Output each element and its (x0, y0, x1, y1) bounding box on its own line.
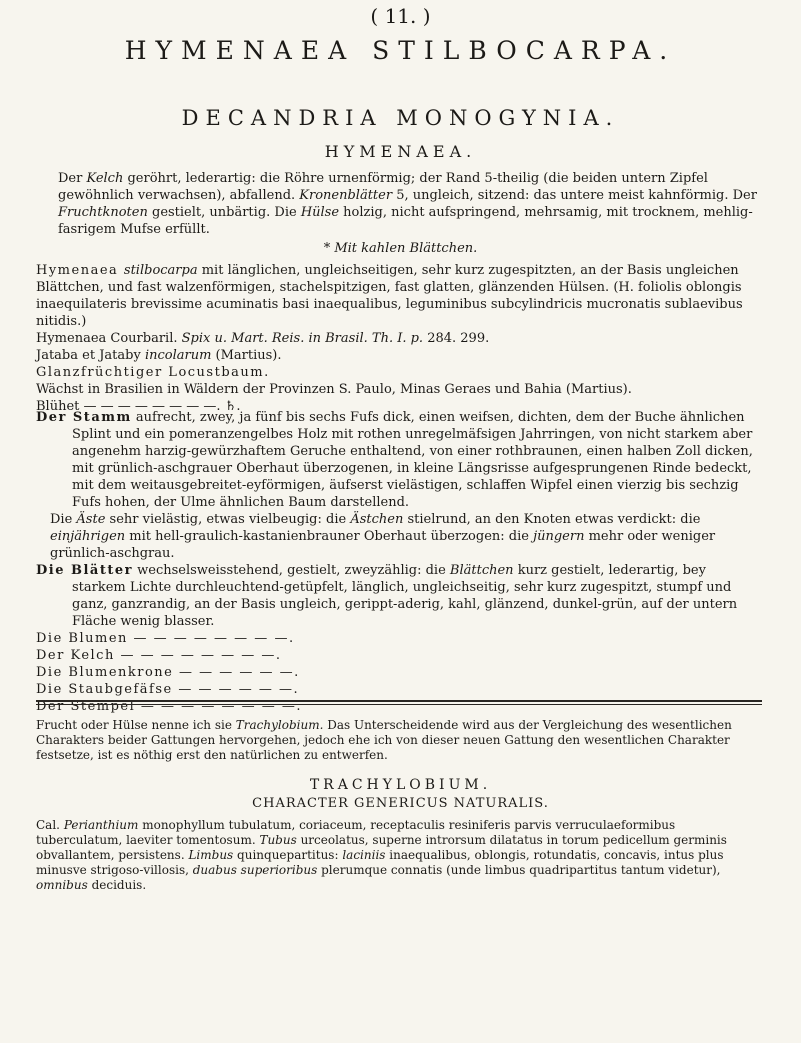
stamm-paragraph (36, 409, 761, 511)
genus-heading: HYMENAEA. (324, 142, 477, 161)
term-duabus: duabus superioribus (192, 863, 318, 877)
text-run: plerumque connatis (unde limbus quadripartitus tantum videtur), (317, 863, 721, 877)
text-run: Der (58, 171, 87, 186)
text-run: Jataba et Jataby (36, 348, 145, 363)
text-run: wechselsweisstehend, gestielt, zweyzählig: die (133, 563, 450, 578)
term-limbus: Limbus (188, 848, 234, 862)
term-aestchen: Ästchen (350, 512, 404, 527)
text-run: Die (50, 512, 77, 527)
linnaean-class: DECANDRIA MONOGYNIA. (181, 106, 620, 130)
text-run: quinquepartitus: (233, 848, 343, 862)
text-run: (Martius). (211, 348, 282, 363)
text-italic: incolarum (144, 348, 212, 363)
term-aeste: Äste (76, 512, 106, 527)
term-blaettchen: Blättchen (449, 563, 514, 578)
term-omnibus: omnibus (36, 878, 88, 892)
term-perianthium: Perianthium (63, 818, 139, 832)
description-block (0, 409, 801, 715)
term-einjaehrig: einjährigen (50, 529, 126, 544)
latin-paragraph (36, 818, 761, 893)
text-run: monophyllum tubulatum, coriaceum, receptaculis resiniferis parvis verruculaeformibus tuberculatum, laeviter tomentosum. (36, 818, 676, 847)
term-laciniis: laciniis (342, 848, 386, 862)
page-number: ( 11. ) (370, 4, 431, 28)
flowering-line: Blühet — — — — — — — —. ♄. (36, 399, 241, 414)
habitat-line: Wächst in Brasilien in Wäldern der Provinzen S. Paulo, Minas Geraes und Bahia (Martius). (36, 382, 632, 397)
genus-description (0, 170, 801, 257)
species-group-heading (0, 240, 801, 257)
species-genus-name: Hymenaea (36, 263, 124, 278)
text-run: 5, ungleich, sitzend: das untere meist kahnförmig. Der (392, 188, 757, 203)
species-diagnosis (0, 262, 801, 330)
divider-rule-bottom (36, 704, 762, 705)
text-run: mit länglichen, ungleichseitigen, sehr kurz zugespitzten, an der Basis ungleichen Blättchen, und fast walzenförmigen, stachelspitzigen, fast glatten, glänzenden Hülsen. (H. foliolis oblongis inaequilateris brevissime acuminatis basi inaequalibus, leguminibus subcylindricis mucronatis sublaevibus nitidis.) (36, 263, 743, 329)
text-run: geröhrt, lederartig: die Röhre urnenförmig; der Rand 5-theilig (die beiden untern Zipfel gewöhnlich verwachsen), abfallend. (58, 171, 708, 203)
text-run: aufrecht, zwey, ja fünf bis sechs Fufs dick, einen weifsen, dichten, dem der Buche ähnlichen Splint und ein pomeranzengelbes Holz mit rothen unregelmäfsigen Jahrringen, von nicht starkem aber angenehm harzig-gewürzhaftem Geruche enthaltend, von einer rothbraunen, einen halben Zoll dicken, mit grünlich-aschgrauer Oberhaut überzogenen, in kleine Längsrisse aufgesprungenen Rinde bedeckt, mit dem weitausgebreitet-eyförmigen, äufserst vielästigen, schlaffen Wipfel einen vierzig bis sechzig Fufs hohen, der Ulme ähnlichen Baum darstellend. (72, 410, 753, 510)
blumenkrone-line: Die Blumenkrone — — — — — —. (36, 665, 300, 680)
page-title: HYMENAEA STILBOCARPA. (124, 36, 677, 65)
species-epithet: stilbocarpa (123, 263, 198, 278)
trachylobium-heading: TRACHYLOBIUM. (309, 777, 492, 793)
stempel-line: Der Stempel — — — — — — — —. (36, 699, 302, 714)
label-blaetter: Die Blätter (36, 563, 133, 578)
term-tubus: Tubus (259, 833, 297, 847)
kelch-line: Der Kelch — — — — — — — —. (36, 648, 282, 663)
text-run: inaequalibus, oblongis, rotundatis, concavis, intus plus minusve strigoso-villosis, (36, 848, 724, 877)
footnote-block (0, 718, 801, 763)
text-run: stielrund, an den Knoten etwas verdickt: die (403, 512, 701, 527)
character-heading: CHARACTER GENERICUS NATURALIS. (252, 796, 549, 811)
text-run: Frucht oder Hülse nenne ich sie (36, 718, 236, 732)
text-run: Cal. (36, 818, 64, 832)
aeste-paragraph (36, 511, 761, 562)
synonym-line (0, 330, 801, 347)
term-fruchtknoten: Fruchtknoten (58, 205, 148, 220)
text-run: Das Unterscheidende wird aus der Vergleichung des wesentlichen Charakters beider Gattungen hervorgehen, jedoch ehe ich von dieser neuen Gattung den wesentlichen Charakter festsetze, ist es nöthig erst den natürlichen zu entwerfen. (36, 718, 732, 762)
divider-rule-top (36, 700, 762, 702)
term-juengern: jüngern (533, 529, 585, 544)
citation: Spix u. Mart. Reis. in Brasil. Th. I. p. (181, 331, 424, 346)
species-block (0, 262, 801, 415)
species-group-text: * Mit kahlen Blättchen. (323, 241, 478, 256)
text-run: mehr oder weniger grünlich-aschgrau. (50, 529, 716, 561)
text-run: holzig, nicht aufspringend, mehrsamig, mit trocknem, mehlig-fasrigem Mufse erfüllt. (58, 205, 753, 237)
text-run: deciduis. (87, 878, 147, 892)
text-run: mit hell-graulich-kastanienbrauner Oberhaut überzogen: die (125, 529, 534, 544)
genus-paragraph (0, 170, 801, 238)
text-run: urceolatus, superne introrsum dilatatus in torum pedicellum germinis obvallantem, persistens. (36, 833, 727, 862)
footnote-paragraph (36, 718, 761, 763)
latin-block (0, 818, 801, 893)
text-run: gestielt, unbärtig. Die (147, 205, 301, 220)
term-huelse: Hülse (300, 205, 340, 220)
blumen-line: Die Blumen — — — — — — — —. (36, 631, 295, 646)
german-name: Glanzfrüchtiger Locustbaum. (36, 365, 270, 380)
staubgefaesse-line: Die Staubgefäfse — — — — — —. (36, 682, 300, 697)
genus-trachylobium-italic: Trachylobium. (235, 718, 324, 732)
text-run: Hymenaea Courbaril. (36, 331, 182, 346)
text-run: sehr vielästig, etwas vielbeugig: die (105, 512, 351, 527)
term-kelch: Kelch (86, 171, 124, 186)
text-run: 284. 299. (423, 331, 490, 346)
term-kronenblaetter: Kronenblätter (299, 188, 393, 203)
label-stamm: Der Stamm (36, 410, 132, 425)
text-run: kurz gestielt, lederartig, bey starkem Lichte durchleuchtend-getüpfelt, länglich, ungleichseitig, sehr kurz zugespitzt, stumpf und ganz, ganzrandig, an der Basis ungleich, gerippt-aderig, kahl, glänzend, dunkel-grün, auf der untern Fläche wenig blasser. (72, 563, 738, 629)
blaetter-paragraph (36, 562, 761, 630)
vernacular-line (0, 347, 801, 364)
